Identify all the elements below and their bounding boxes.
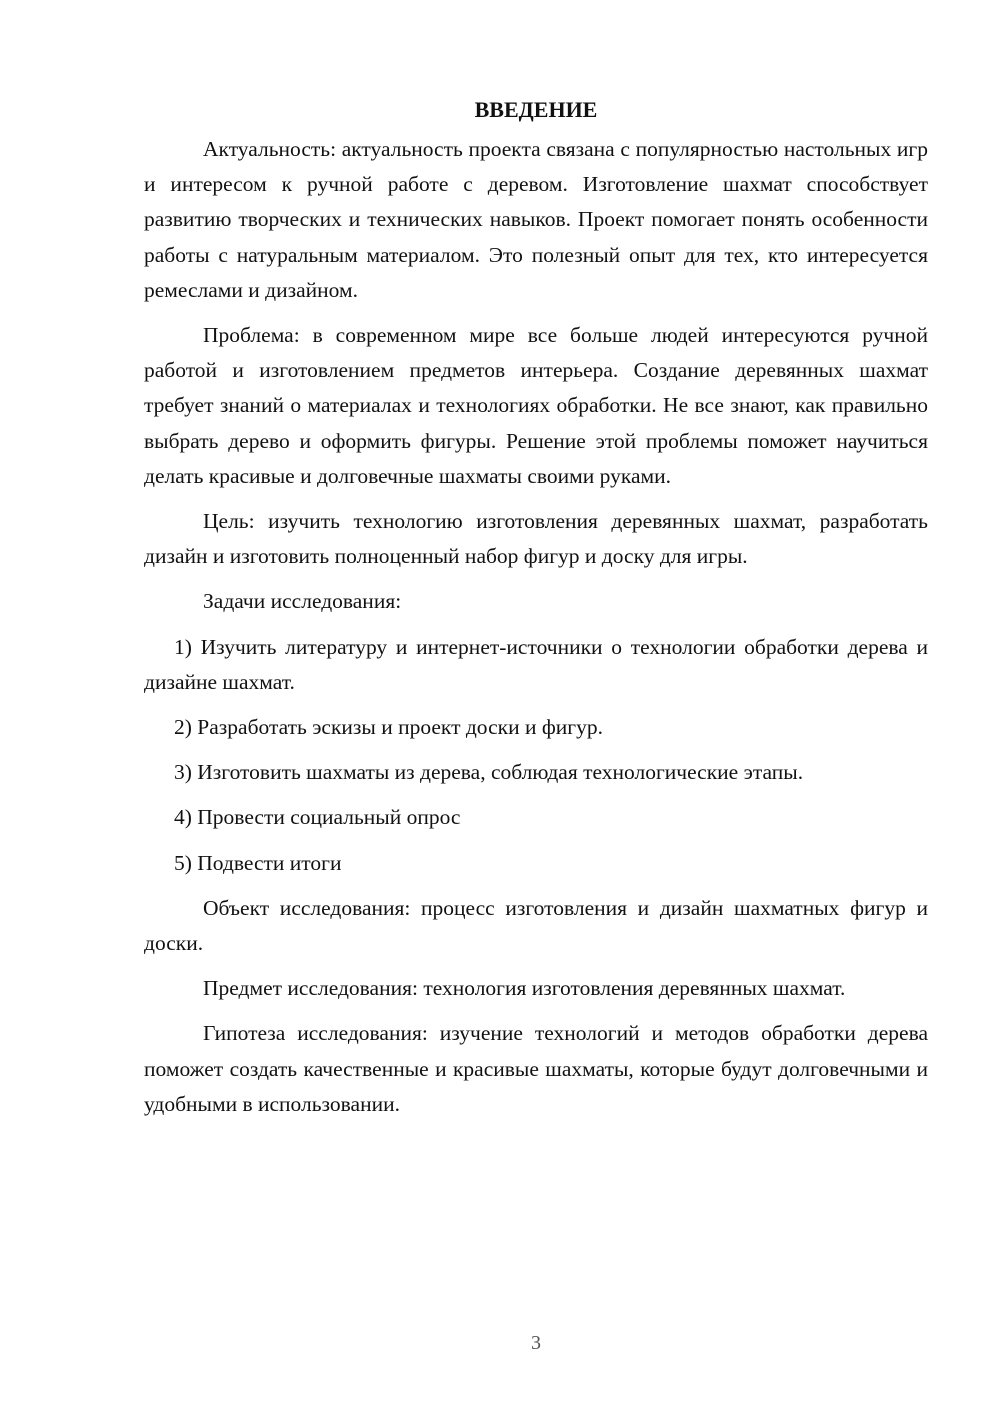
list-item: 5) Подвести итоги	[174, 850, 342, 875]
page-content	[144, 92, 928, 1132]
list-item: 3) Изготовить шахматы из дерева, соблюдая технологические этапы.	[174, 760, 804, 785]
paragraph-goal: Цель: изучить технологию изготовления деревянных шахмат, разработать дизайн и изготовить полноценный набор фигур и доску для игры.	[144, 509, 928, 569]
page-number: 3	[531, 1332, 541, 1354]
tasks-list	[144, 630, 928, 881]
list-item: 4) Провести социальный опрос	[174, 805, 461, 830]
list-item: 1) Изучить литературу и интернет-источники о технологии обработки дерева и дизайне шахмат.	[144, 634, 928, 694]
page-title: ВВЕДЕНИЕ	[474, 97, 598, 122]
paragraph-hypothesis: Гипотеза исследования: изучение технологий и методов обработки дерева поможет создать качественные и красивые шахматы, которые будут долговечными и удобными в использовании.	[144, 1021, 928, 1116]
paragraph-relevance: Актуальность: актуальность проекта связана с популярностью настольных игр и интересом к ручной работе с деревом. Изготовление шахмат способствует развитию творческих и технических навыков. Проект помогает понять особенности работы с натуральным материалом. Это полезный опыт для тех, кто интересуется ремеслами и дизайном.	[144, 137, 928, 302]
tasks-heading: Задачи исследования:	[203, 589, 402, 614]
paragraph-problem: Проблема: в современном мире все больше людей интересуются ручной работой и изготовлением предметов интерьера. Создание деревянных шахмат требует знаний о материалах и технологиях обработки. Не все знают, как правильно выбрать дерево и оформить фигуры. Решение этой проблемы поможет научиться делать красивые и долговечные шахматы своими руками.	[144, 323, 928, 488]
list-item: 2) Разработать эскизы и проект доски и фигур.	[174, 715, 603, 740]
paragraph-subject: Предмет исследования: технология изготовления деревянных шахмат.	[203, 976, 846, 1001]
paragraph-object: Объект исследования: процесс изготовления и дизайн шахматных фигур и доски.	[144, 895, 928, 956]
